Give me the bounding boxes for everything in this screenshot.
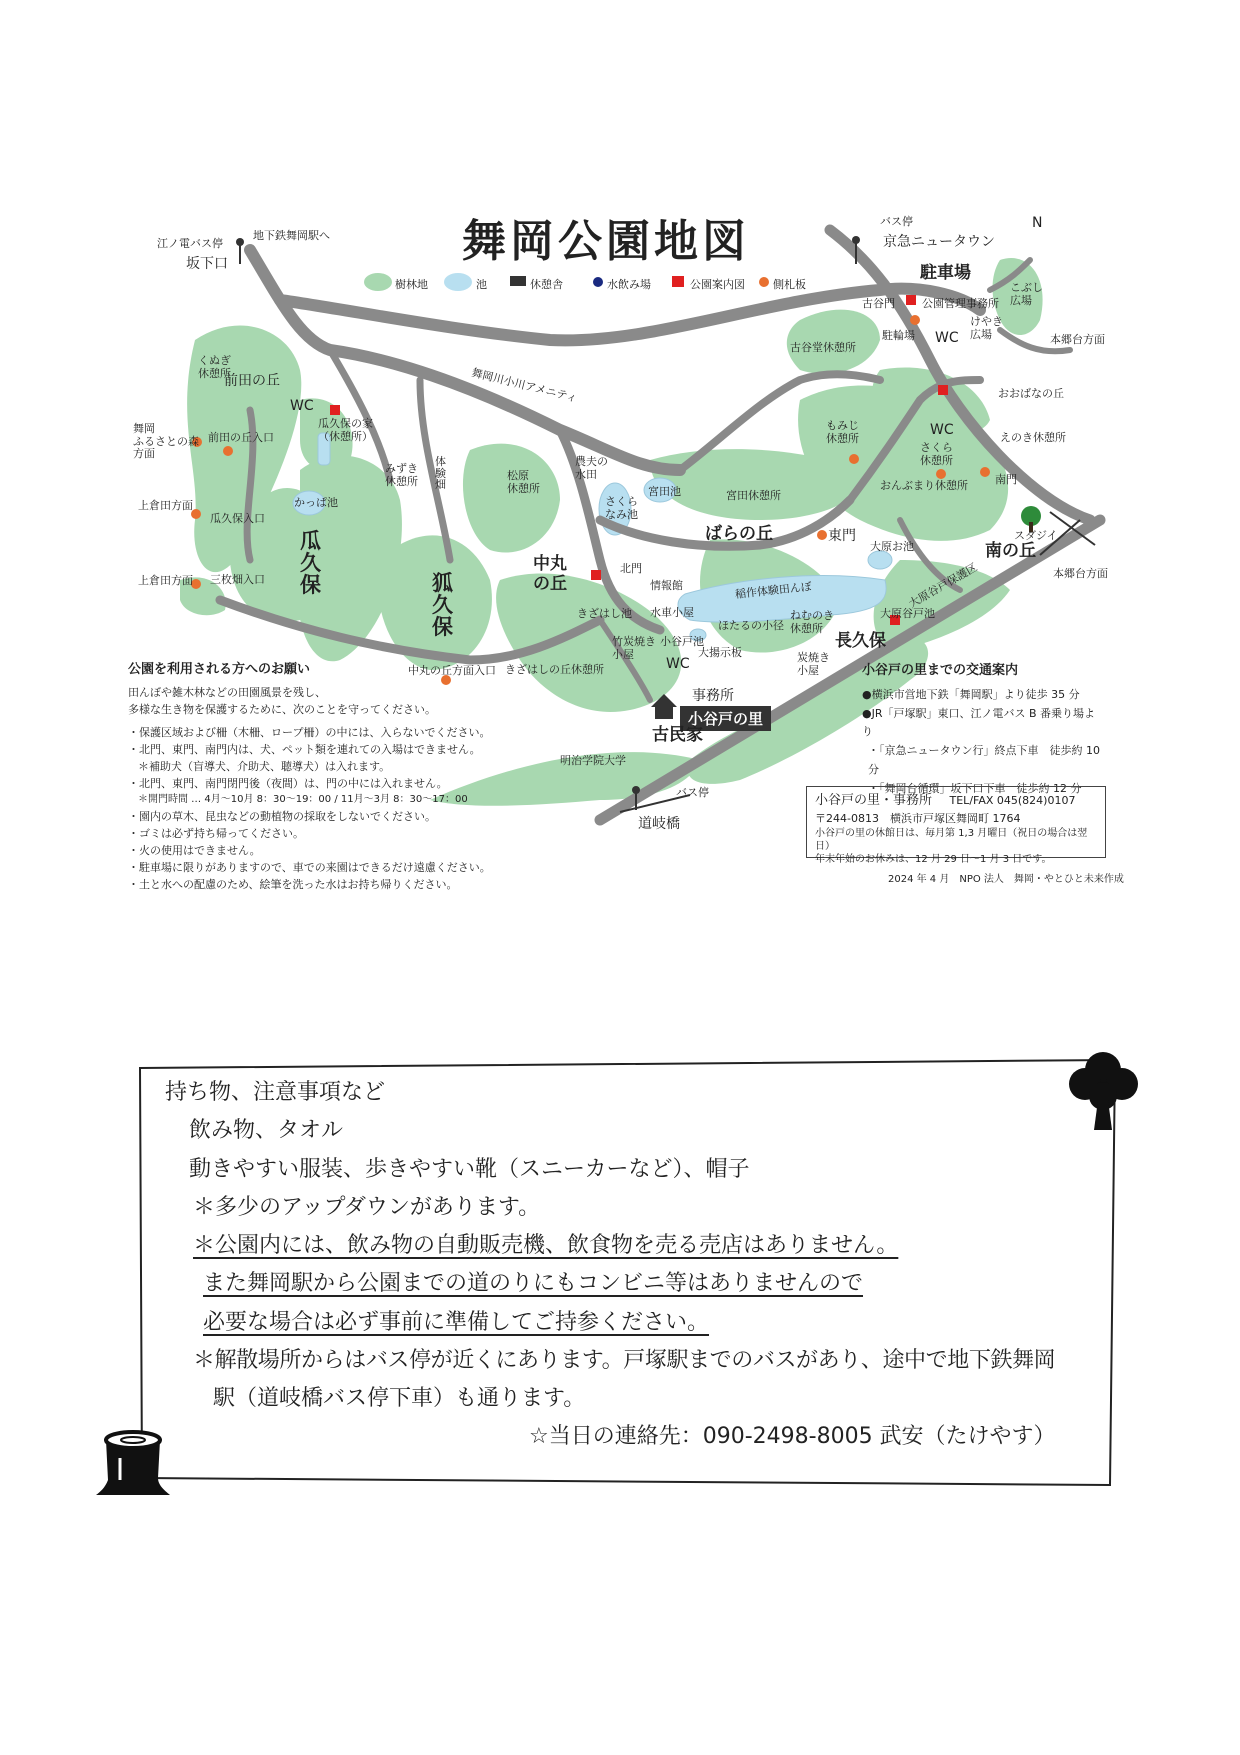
label-bara-hill: ばらの丘 xyxy=(705,524,773,544)
label-nagakubo: 長久保 xyxy=(835,631,886,651)
label-jimusho: 事務所 xyxy=(692,688,734,704)
label-oniyanma: おんぶまり休憩所 xyxy=(880,479,968,492)
label-kamikura2: 上倉田方面 xyxy=(138,574,193,587)
guide-map-icon xyxy=(330,405,340,415)
label-wc3: WC xyxy=(930,422,954,438)
label-kappa: かっぱ池 xyxy=(294,496,338,509)
label-maioka-river: 舞岡川小川アメニティ xyxy=(470,366,579,405)
access-item: ・「舞岡台循環」坂下口下車 徒歩約 12 分 xyxy=(868,781,1082,795)
label-meiji: 明治学院大学 xyxy=(560,754,626,767)
info-line: 駅（道岐橋バス停下車）も通ります。 xyxy=(213,1386,586,1412)
label-nakamaru-gate: 中丸の丘方面入口 xyxy=(408,664,496,677)
info-line xyxy=(165,1265,1115,1303)
notice-item: ・駐車場に限りがありますので、車での来園はできるだけ遠慮ください。 xyxy=(128,861,491,875)
office-address: 〒244-0813 横浜市戸塚区舞岡町 1764 xyxy=(815,811,1021,825)
stump-icon xyxy=(96,1432,170,1495)
label-sakura-pond: さくら なみ池 xyxy=(605,495,638,521)
label-kamikura1: 上倉田方面 xyxy=(138,499,193,512)
label-subway: 地下鉄舞岡駅へ xyxy=(253,229,330,242)
label-bus-top: バス停 xyxy=(880,215,913,228)
north-label: N xyxy=(1032,215,1043,231)
label-kodani-gate: 古谷門 xyxy=(862,297,895,310)
label-kominka: 古民家 xyxy=(652,725,703,745)
label-oohara-pond: 大原谷戸池 xyxy=(880,607,935,620)
label-miyata-pond: 宮田池 xyxy=(648,485,681,498)
label-yakuza: 三枚畑入口 xyxy=(210,573,265,586)
label-mizuki: みずき 休憩所 xyxy=(385,462,418,488)
label-uri-house: 瓜久保の家 （休憩所） xyxy=(318,417,373,443)
info-panel xyxy=(165,1074,1115,1457)
label-sudajii: スダジイ xyxy=(1014,529,1058,542)
legend-label: 休憩舎 xyxy=(530,278,563,291)
legend-guide xyxy=(690,276,745,292)
oohara-pond xyxy=(868,551,892,569)
label-douki: 道岐橋 xyxy=(638,816,680,832)
label-rice: 稲作体験田んぼ xyxy=(734,580,813,601)
access-item: ・「京急ニュータウン行」終点下車 徒歩約 10 分 xyxy=(868,744,1100,776)
notice-item: ＊開門時間 … 4月〜10月 8：30〜19：00 / 11月〜3月 8：30〜17：00 xyxy=(138,794,468,806)
label-sakura-rest: さくら 休憩所 xyxy=(920,441,953,467)
notice-item: ・園内の草木、昆虫などの動植物の採取をしないでください。 xyxy=(128,809,436,823)
legend-label: 池 xyxy=(476,278,487,291)
label-ookubo-pond: 大原お池 xyxy=(870,540,914,553)
label-kitsune: 狐 久 保 xyxy=(432,571,453,640)
label-kizahashi-rest: きざはしの丘休憩所 xyxy=(505,663,604,676)
guide-map-icon xyxy=(591,570,601,580)
legend-label: 樹林地 xyxy=(395,278,428,291)
info-line-text: また舞岡駅から公園までの道のりにもコンビニ等はありませんので xyxy=(203,1271,864,1297)
label-kogayato: 古谷堂休憩所 xyxy=(790,341,856,354)
info-heading: 持ち物、注意事項など xyxy=(165,1080,386,1105)
notice-item: ・北門、東門、南門閉門後（夜間）は、門の中には入れません。 xyxy=(128,777,448,791)
label-sumiyaki: 炭焼き 小屋 xyxy=(797,651,830,677)
notice-item: ・北門、東門、南門内は、犬、ペット類を連れての入場はできません。 xyxy=(128,743,481,757)
label-enoden: 江ノ電バス停 xyxy=(157,237,223,250)
label-honmaidai1: 本郷台方面 xyxy=(1050,333,1105,346)
label-oobana: おおばなの丘 xyxy=(998,387,1064,400)
label-matsubara: 松原 休憩所 xyxy=(507,469,540,495)
label-bicycle: 駐輪場 xyxy=(882,329,915,342)
access-title: 小谷戸の里までの交通案内 xyxy=(862,663,1019,678)
label-taiken: 体 験 畑 xyxy=(435,455,446,492)
office-panel xyxy=(806,786,1106,865)
label-oohara-road: 大原谷戸保護区 xyxy=(906,560,980,611)
label-tomon: 東門 xyxy=(828,528,856,544)
label-enoki: えのき休憩所 xyxy=(1000,431,1066,444)
office-holiday: 年末年始のお休みは、12 月 29 日〜1 月 3 日です。 xyxy=(815,854,1052,865)
guide-map-icon xyxy=(938,385,948,395)
notice-item: ・保護区域および柵（木柵、ロープ柵）の中には、入らないでください。 xyxy=(128,726,491,740)
label-nakamaru: 中丸 の丘 xyxy=(533,554,567,594)
notice-intro: 多様な生き物を保護するために、次のことを守ってください。 xyxy=(128,703,436,717)
label-kaminami: 瓜久保入口 xyxy=(210,512,265,525)
notice-item: ・土と水への配慮のため、絵筆を洗った水はお持ち帰りください。 xyxy=(128,878,458,892)
label-hotaru: ほたるの小径 xyxy=(718,619,784,632)
legend-woodland xyxy=(395,276,428,292)
label-kunugi: くぬぎ 休憩所 xyxy=(198,354,231,380)
legend-label: 側札板 xyxy=(773,278,806,291)
label-koburi: こぶし 広場 xyxy=(1010,281,1043,307)
label-kanri: 公園管理事務所 xyxy=(922,297,999,310)
kodani-sato-label: 小谷戸の里 xyxy=(680,706,771,731)
legend-rest xyxy=(530,276,563,292)
label-honmaidai2: 本郷台方面 xyxy=(1053,567,1108,580)
label-minami-hill: 南の丘 xyxy=(985,541,1036,561)
map-credit: 2024 年 4 月 NPO 法人 舞岡・やとひと未来作成 xyxy=(888,874,1124,885)
contact-line: ☆当日の連絡先：090-2498-8005 武安（たけやす） xyxy=(529,1424,1056,1450)
label-miyata-rest: 宮田休憩所 xyxy=(726,489,781,502)
label-mizuguruma: 水車小屋 xyxy=(650,606,694,619)
info-line: 飲み物、タオル xyxy=(189,1118,344,1144)
label-parking: 駐車場 xyxy=(920,263,971,283)
label-takeyaki: 竹炭焼き 小屋 xyxy=(612,635,656,661)
info-line xyxy=(165,1227,1115,1265)
notice-item: ＊補助犬（盲導犬、介助犬、聴導犬）は入れます。 xyxy=(138,760,391,774)
guide-map-icon xyxy=(906,295,916,305)
legend-pond xyxy=(476,276,487,292)
label-momiji: もみじ 休憩所 xyxy=(826,419,859,445)
office-tel: TEL/FAX 045(824)0107 xyxy=(949,794,1076,807)
label-wc2: WC xyxy=(290,398,314,414)
info-line: 動きやすい服装、歩きやすい靴（スニーカーなど）、帽子 xyxy=(189,1156,750,1182)
legend-label: 水飲み場 xyxy=(607,278,651,291)
notice-title: 公園を利用される方へのお願い xyxy=(128,662,311,677)
access-panel xyxy=(862,660,1102,798)
office-holiday: 小谷戸の里の休館日は、毎月第 1,3 月曜日（祝日の場合は翌日） xyxy=(815,828,1088,852)
label-oosaki: 大揚示板 xyxy=(698,646,742,659)
map-title: 舞岡公園地図 xyxy=(462,216,750,267)
label-keikyu: 京急ニュータウン xyxy=(883,234,995,250)
label-jouhou: 情報館 xyxy=(650,579,683,592)
label-wc1: WC xyxy=(935,330,959,346)
label-wc4: WC xyxy=(666,656,690,672)
info-line: ＊解散場所からはバス停が近くにあります。戸塚駅までのバスがあり、途中で地下鉄舞岡 xyxy=(193,1347,1056,1373)
label-kisaraba: きざはし池 xyxy=(577,607,632,620)
label-sakashita: 坂下口 xyxy=(186,256,228,272)
legend-water xyxy=(607,276,651,292)
office-name: 小谷戸の里・事務所 xyxy=(815,793,933,808)
label-hyakkei: 農夫の 水田 xyxy=(575,455,608,481)
info-line xyxy=(165,1304,1115,1342)
label-nemunoki: ねむのき 休憩所 xyxy=(790,609,834,635)
label-maeda-gate: 前田の丘入口 xyxy=(208,431,274,444)
notice-panel xyxy=(128,660,508,893)
notice-intro: 田んぼや雑木林などの田園風景を残し、 xyxy=(128,686,326,700)
label-bus-bottom: バス停 xyxy=(676,786,709,799)
legend-sign xyxy=(773,276,806,292)
label-nanmon: 南門 xyxy=(995,473,1017,486)
label-hokumon: 北門 xyxy=(620,562,642,575)
label-keyaki: けやき 広場 xyxy=(970,315,1003,341)
access-item: ●横浜市営地下鉄「舞岡駅」より徒歩 35 分 xyxy=(862,688,1080,702)
info-line-text: ＊公園内には、飲み物の自動販売機、飲食物を売る売店はありません。 xyxy=(193,1233,899,1259)
info-line-text: 必要な場合は必ず事前に準備してご持参ください。 xyxy=(203,1309,710,1335)
legend-label: 公園案内図 xyxy=(690,278,745,291)
access-item: ●JR「戸塚駅」東口、江ノ電バス B 番乗り場より xyxy=(862,706,1096,739)
info-line: ＊多少のアップダウンがあります。 xyxy=(193,1194,541,1220)
label-kodani-pond: 小谷戸池 xyxy=(660,635,704,648)
notice-item: ・ゴミは必ず持ち帰ってください。 xyxy=(128,826,304,840)
notice-item: ・火の使用はできません。 xyxy=(128,844,261,858)
label-maiokafuru: 舞岡 ふるさとの森 方面 xyxy=(133,422,199,461)
label-uri-kubo: 瓜 久 保 xyxy=(300,529,321,598)
label-maeda-hill: 前田の丘 xyxy=(224,373,280,389)
